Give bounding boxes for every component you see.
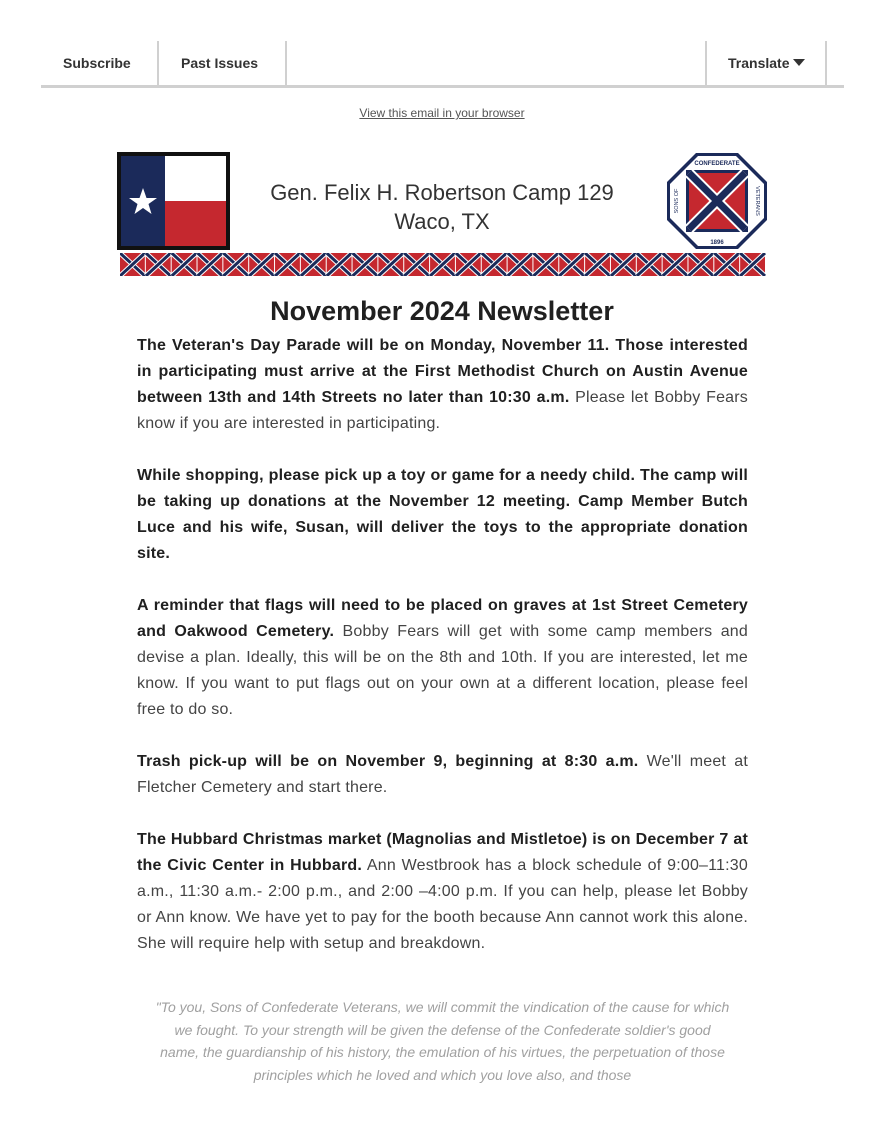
battle-flag-tile xyxy=(508,253,533,276)
paragraph-bold: While shopping, please pick up a toy or game for a needy child. The camp will be taking up donations at the November 12 meeting. Camp Member Butch Luce and his wife, Susan, will deliver the toys to the appropriate donation site. xyxy=(137,467,748,562)
camp-location: Waco, TX xyxy=(394,209,490,234)
battle-flag-tile xyxy=(456,253,481,276)
battle-flag-tile xyxy=(714,253,739,276)
caret-down-icon xyxy=(793,59,805,66)
paragraph-text: Bobby Fears will get with some camp members and devise a plan. Ideally, this will be on the 8th and 10th. If you are interested, let me know. If you want to put flags out on your own at a different location, please feel free to do so. xyxy=(137,623,749,718)
paragraph-text: We'll meet at Fletcher Cemetery and start there. xyxy=(137,753,748,796)
newsletter-body xyxy=(137,333,748,983)
battle-flag-tile xyxy=(275,253,300,276)
past-issues-link[interactable]: Past Issues xyxy=(181,55,259,71)
camp-name: Gen. Felix H. Robertson Camp 129 xyxy=(270,180,614,205)
top-nav-bar xyxy=(41,41,844,88)
paragraph-flags xyxy=(137,593,748,723)
closing-quote: "To you, Sons of Confederate Veterans, we will commit the vindication of the cause for which we fought. To your strength will be given the defense of the Confederate soldier's good name, the guardianship of his history, the emulation of his virtues, the perpetuation of those principles which he loved and which you love also, and those xyxy=(155,999,730,1083)
battle-flag-tile xyxy=(172,253,197,276)
paragraph-christmas-market xyxy=(137,827,748,957)
battle-flag-tile xyxy=(198,253,223,276)
battle-flag-tile xyxy=(559,253,584,276)
svg-text:SONS OF: SONS OF xyxy=(674,188,680,214)
paragraph-toy-drive xyxy=(137,463,748,567)
battle-flag-tile xyxy=(146,253,171,276)
battle-flag-tile xyxy=(249,253,274,276)
paragraph-bold: A reminder that flags will need to be placed on graves at 1st Street Cemetery and Oakwood Cemetery. xyxy=(137,597,748,640)
battle-flag-tile xyxy=(301,253,326,276)
battle-flag-tile xyxy=(611,253,636,276)
nav-divider xyxy=(705,41,707,85)
svg-text:VETERANS: VETERANS xyxy=(754,186,760,216)
battle-flag-tile xyxy=(353,253,378,276)
svg-text:CONFEDERATE: CONFEDERATE xyxy=(694,161,740,167)
battle-flag-tile xyxy=(688,253,713,276)
battle-flag-tile xyxy=(430,253,455,276)
paragraph-trash-pickup xyxy=(137,749,748,801)
battle-flag-tile xyxy=(120,253,145,276)
battle-flag-tile xyxy=(378,253,403,276)
header-banner xyxy=(117,152,767,278)
paragraph-bold: The Hubbard Christmas market (Magnolias and Mistletoe) is on December 7 at the Civic Center in Hubbard. xyxy=(137,831,748,874)
paragraph-parade xyxy=(137,333,748,437)
browser-link-row xyxy=(0,106,884,120)
nav-divider xyxy=(825,41,827,85)
view-in-browser-link[interactable]: View this email in your browser xyxy=(359,106,525,120)
nav-divider xyxy=(285,41,287,85)
paragraph-bold: The Veteran's Day Parade will be on Monday, November 11. Those interested in participating must arrive at the First Methodist Church on Austin Avenue between 13th and 14th Streets no later than 10:30 a.m. xyxy=(137,337,748,406)
battle-flag-tile xyxy=(637,253,662,276)
battle-flag-tile xyxy=(740,253,765,276)
translate-button[interactable] xyxy=(728,41,805,85)
battle-flag-tile xyxy=(663,253,688,276)
paragraph-text: Please let Bobby Fears know if you are interested in participating. xyxy=(137,389,748,432)
battle-flag-tile xyxy=(533,253,558,276)
battle-flag-tile xyxy=(223,253,248,276)
nav-divider xyxy=(157,41,159,85)
paragraph-text: Ann Westbrook has a block schedule of 9:00–11:30 a.m., 11:30 a.m.- 2:00 p.m., and 2:00 –4:00 p.m. If you can help, please let Bobby or Ann know. We have yet to pay for the booth because Ann cannot work this alone. She will require help with setup and breakdown. xyxy=(137,857,748,952)
battle-flag-tile xyxy=(327,253,352,276)
newsletter-title: November 2024 Newsletter xyxy=(270,296,614,326)
paragraph-bold: Trash pick-up will be on November 9, beginning at 8:30 a.m. xyxy=(137,753,639,770)
subscribe-link[interactable]: Subscribe xyxy=(63,55,131,71)
battle-flag-strip xyxy=(120,253,766,276)
battle-flag-tile xyxy=(404,253,429,276)
translate-label: Translate xyxy=(728,55,790,71)
svg-text:1896: 1896 xyxy=(710,240,724,246)
scv-seal-icon xyxy=(666,152,768,250)
battle-flag-tile xyxy=(482,253,507,276)
battle-flag-tile xyxy=(585,253,610,276)
